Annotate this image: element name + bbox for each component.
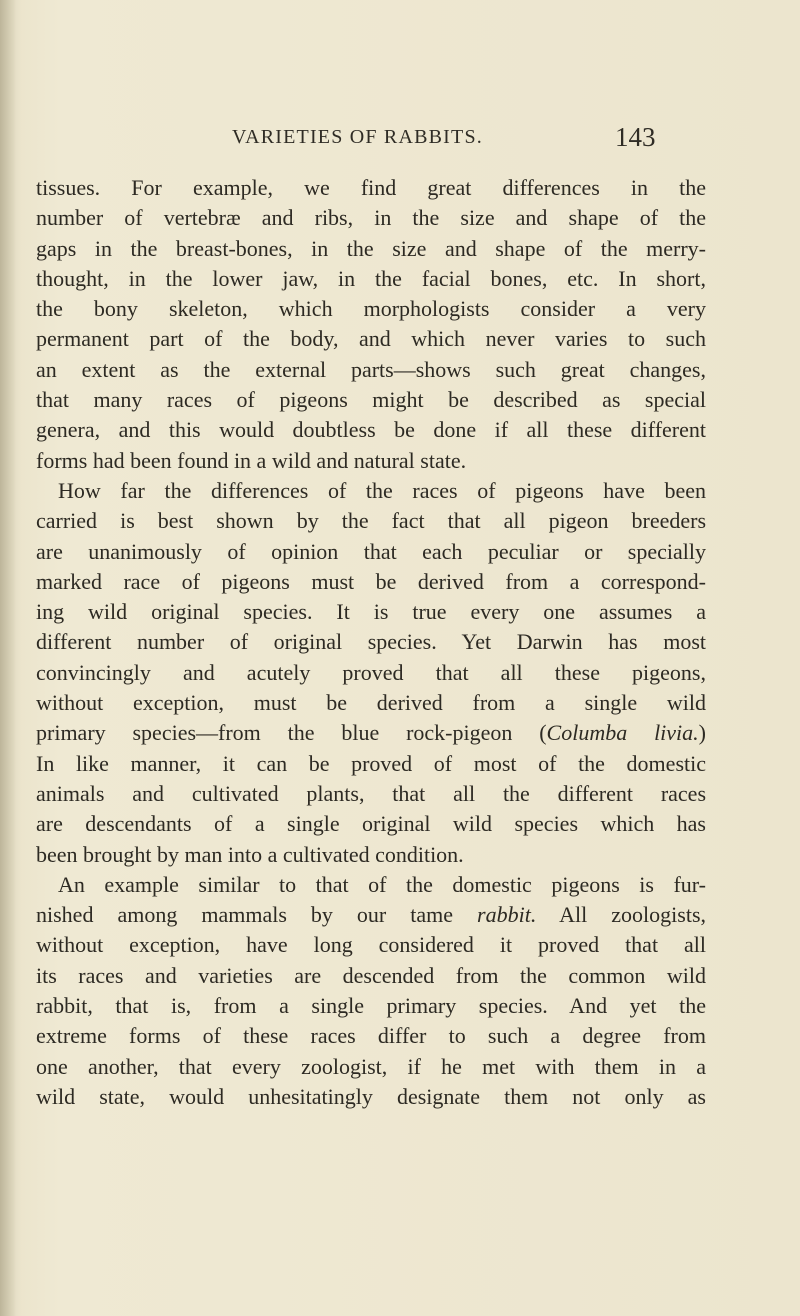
- text-segment: All zoologists,: [536, 902, 707, 928]
- text-line: [36, 900, 706, 930]
- text-line: been brought by man into a cultivated condition.: [36, 841, 464, 867]
- text-line: are unanimously of opinion that each peculiar or specially: [36, 538, 706, 564]
- text-line: one another, that every zoologist, if he met with them in a: [36, 1053, 706, 1079]
- text-line: thought, in the lower jaw, in the facial bones, etc. In short,: [36, 265, 706, 291]
- text-line: In like manner, it can be proved of most of the domestic: [36, 750, 706, 776]
- text-line: [36, 718, 706, 748]
- running-head: [0, 122, 800, 152]
- text-segment: ): [698, 720, 706, 746]
- running-title: VARIETIES OF RABBITS.: [232, 126, 483, 148]
- text-line: forms had been found in a wild and natural state.: [36, 447, 467, 473]
- text-line: without exception, must be derived from a single wild: [36, 690, 706, 716]
- text-line: carried is best shown by the fact that all pigeon breeders: [36, 508, 706, 534]
- page-number: 143: [615, 122, 656, 152]
- text-line: How far the differences of the races of pigeons have been: [58, 477, 706, 503]
- italic-species-name: Columba livia.: [546, 720, 699, 746]
- text-line: different number of original species. Yet Darwin has most: [36, 629, 706, 655]
- italic-term: rabbit.: [477, 902, 537, 928]
- text-line: that many races of pigeons might be described as special: [36, 387, 706, 413]
- text-line: animals and cultivated plants, that all the different races: [36, 780, 706, 806]
- text-line: ing wild original species. It is true every one assumes a: [36, 599, 706, 625]
- text-line: tissues. For example, we find great differences in the: [36, 175, 706, 200]
- text-line: an extent as the external parts—shows such great changes,: [36, 356, 706, 382]
- text-line: permanent part of the body, and which never varies to such: [36, 326, 706, 352]
- text-line: wild state, would unhesitatingly designate them not only as: [36, 1083, 706, 1109]
- text-line: are descendants of a single original wild species which has: [36, 811, 706, 837]
- page-gutter-shadow: [0, 0, 16, 1316]
- text-line: marked race of pigeons must be derived from a correspond-: [36, 568, 706, 594]
- text-line: rabbit, that is, from a single primary species. And yet the: [36, 993, 706, 1019]
- text-line: number of vertebræ and ribs, in the size and shape of the: [36, 205, 706, 231]
- body-text: [36, 173, 706, 1112]
- text-line: genera, and this would doubtless be done if all these different: [36, 417, 706, 443]
- text-line: without exception, have long considered it proved that all: [36, 932, 706, 958]
- text-line: the bony skeleton, which morphologists consider a very: [36, 296, 706, 322]
- text-line: gaps in the breast-bones, in the size and shape of the merry-: [36, 235, 706, 261]
- text-line: its races and varieties are descended from the common wild: [36, 962, 706, 988]
- text-line: extreme forms of these races differ to such a degree from: [36, 1023, 706, 1049]
- text-segment: nished among mammals by our tame: [36, 902, 478, 928]
- text-segment: primary species—from the blue rock-pigeon (: [36, 720, 547, 746]
- text-line: An example similar to that of the domestic pigeons is fur-: [58, 871, 706, 897]
- text-line: convincingly and acutely proved that all these pigeons,: [36, 659, 706, 685]
